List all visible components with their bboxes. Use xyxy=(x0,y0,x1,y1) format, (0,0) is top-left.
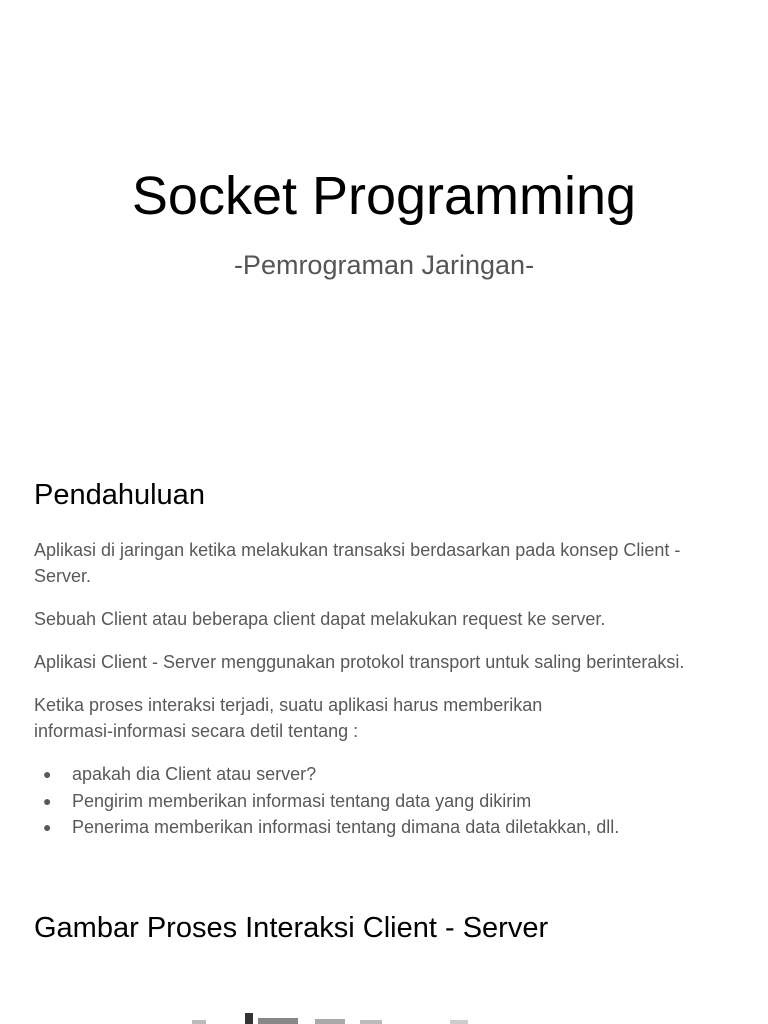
list-item xyxy=(34,788,739,815)
paragraph: Aplikasi Client - Server menggunakan protokol transport untuk saling berinteraksi. xyxy=(34,652,685,672)
section-heading-figure: Gambar Proses Interaksi Client - Server xyxy=(34,912,549,944)
figure-fragment xyxy=(150,1010,490,1024)
paragraph: Sebuah Client atau beberapa client dapat melakukan request ke server. xyxy=(34,609,606,629)
paragraph: Ketika proses interaksi terjadi, suatu aplikasi harus memberikan informasi-informasi secara detil tentang : xyxy=(34,695,543,741)
section-heading-pendahuluan: Pendahuluan xyxy=(34,479,205,511)
document-subtitle: -Pemrograman Jaringan- xyxy=(233,250,535,280)
list-item-text: Pengirim memberikan informasi tentang data yang dikirim xyxy=(72,790,532,811)
intro-body xyxy=(34,537,739,841)
document-title: Socket Programming xyxy=(131,166,637,226)
list-item-text: Penerima memberikan informasi tentang dimana data diletakkan, dll. xyxy=(72,817,620,837)
bullet-icon: ● xyxy=(43,792,52,809)
bullet-list xyxy=(34,761,739,841)
list-item xyxy=(34,761,739,788)
bullet-icon: ● xyxy=(43,819,52,835)
bullet-icon: ● xyxy=(43,766,52,782)
list-item xyxy=(34,814,739,841)
diagram-cropped-icon xyxy=(150,1010,490,1024)
paragraph: Aplikasi di jaringan ketika melakukan transaksi berdasarkan pada konsep Client - Server. xyxy=(34,540,681,586)
list-item-text: apakah dia Client atau server? xyxy=(72,764,317,784)
